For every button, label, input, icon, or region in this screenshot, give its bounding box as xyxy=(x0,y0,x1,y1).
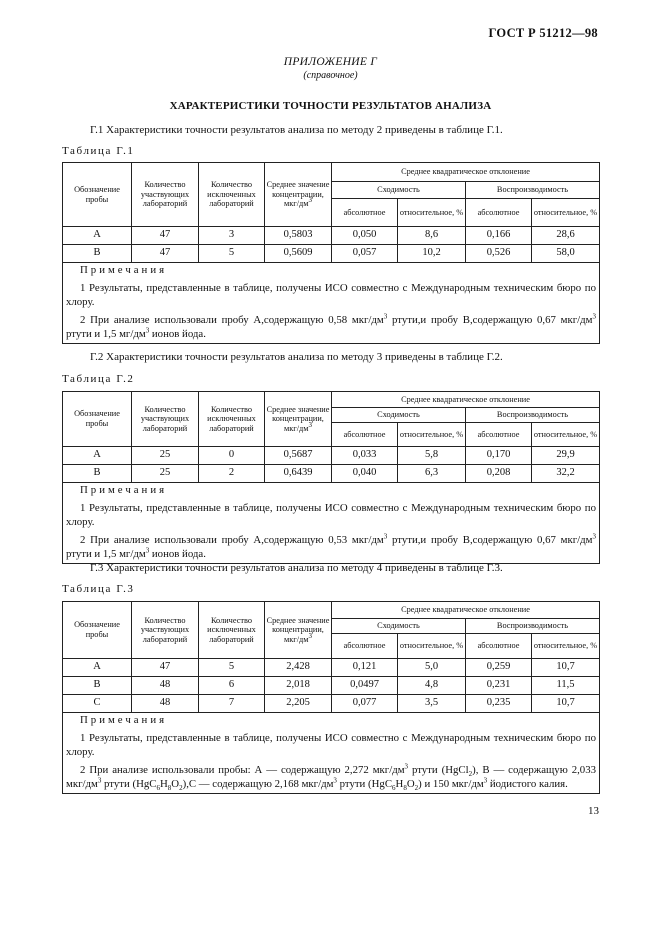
cell-repeatability-absolute: 0,040 xyxy=(332,465,398,483)
table-row xyxy=(63,695,600,713)
section-title: ХАРАКТЕРИСТИКИ ТОЧНОСТИ РЕЗУЛЬТАТОВ АНАЛИЗА xyxy=(169,100,492,112)
appendix-title: ПРИЛОЖЕНИЕ Г xyxy=(283,56,378,68)
cell-repeatability-relative: 8,6 xyxy=(398,227,466,245)
cell-mean: 0,5687 xyxy=(265,447,332,465)
col-header-reproducibility: Воспроизводимость xyxy=(466,619,600,634)
cell-labs-excluded: 2 xyxy=(199,465,265,483)
col-header-absolute: абсолютное xyxy=(466,199,532,227)
col-header-sample: Обозначение пробы xyxy=(63,392,132,447)
cell-repeatability-absolute: 0,077 xyxy=(332,695,398,713)
table-row xyxy=(63,677,600,695)
table-row xyxy=(63,227,600,245)
cell-mean: 0,6439 xyxy=(265,465,332,483)
cell-labs-participating: 47 xyxy=(132,245,199,263)
note-2: 2 При анализе использовали пробу А,содержащую 0,53 мкг/$дм^3$ ртути,и пробу В,содержащую 0,67 мкг/$дм^3$ ртути и 1,5 $мг/дм^3$ ионов йода. xyxy=(66,532,597,560)
col-header-reproducibility: Воспроизводимость xyxy=(466,182,600,199)
col-header-labs-excluded: Количество исключенных лабораторий xyxy=(199,163,265,227)
col-header-labs-participating: Количество участвующих лабораторий xyxy=(132,392,199,447)
col-header-mean-concentration: Среднее значение концентрации, мкг/$дм^3$ xyxy=(265,602,332,659)
cell-mean: 0,5803 xyxy=(265,227,332,245)
col-header-mean-concentration: Среднее значение концентрации, мкг/$дм^3$ xyxy=(265,392,332,447)
cell-reproducibility-relative: 32,2 xyxy=(532,465,600,483)
table-1-intro: Г.1 Характеристики точности результатов анализа по методу 2 приведены в таблице Г.1. xyxy=(90,124,503,136)
col-header-relative: относительное, % xyxy=(398,199,466,227)
table-2-caption: Таблица Г.2 xyxy=(62,373,135,385)
cell-reproducibility-relative: 11,5 xyxy=(532,677,600,695)
col-header-relative: относительное, % xyxy=(532,634,600,659)
cell-sample: А xyxy=(63,447,132,465)
table-2 xyxy=(62,391,600,564)
cell-labs-excluded: 5 xyxy=(199,659,265,677)
cell-reproducibility-absolute: 0,235 xyxy=(466,695,532,713)
cell-reproducibility-relative: 28,6 xyxy=(532,227,600,245)
cell-sample: С xyxy=(63,695,132,713)
note-1: 1 Результаты, представленные в таблице, получены ИСО совместно с Международным техническим бюро по хлору. xyxy=(66,502,596,528)
col-header-absolute: абсолютное xyxy=(466,423,532,447)
cell-repeatability-relative: 3,5 xyxy=(398,695,466,713)
cell-repeatability-absolute: 0,033 xyxy=(332,447,398,465)
cell-labs-participating: 25 xyxy=(132,465,199,483)
cell-repeatability-relative: 5,0 xyxy=(398,659,466,677)
col-header-absolute: абсолютное xyxy=(332,634,398,659)
table-row xyxy=(63,447,600,465)
cell-mean: 2,018 xyxy=(265,677,332,695)
table-row xyxy=(63,245,600,263)
cell-labs-excluded: 7 xyxy=(199,695,265,713)
col-header-sd: Среднее квадратическое отклонение xyxy=(332,163,600,182)
cell-sample: В xyxy=(63,245,132,263)
cell-repeatability-relative: 5,8 xyxy=(398,447,466,465)
notes-title: Примечания xyxy=(80,264,168,276)
table-row xyxy=(63,659,600,677)
col-header-absolute: абсолютное xyxy=(466,634,532,659)
cell-mean: 2,205 xyxy=(265,695,332,713)
cell-repeatability-relative: 6,3 xyxy=(398,465,466,483)
cell-reproducibility-absolute: 0,166 xyxy=(466,227,532,245)
col-header-repeatability: Сходимость xyxy=(332,619,466,634)
cell-labs-participating: 48 xyxy=(132,695,199,713)
cell-repeatability-absolute: 0,0497 xyxy=(332,677,398,695)
cell-labs-excluded: 3 xyxy=(199,227,265,245)
col-header-labs-participating: Количество участвующих лабораторий xyxy=(132,602,199,659)
cell-labs-participating: 47 xyxy=(132,227,199,245)
table-3-caption: Таблица Г.3 xyxy=(62,583,135,595)
cell-labs-excluded: 5 xyxy=(199,245,265,263)
col-header-sd: Среднее квадратическое отклонение xyxy=(332,602,600,619)
cell-repeatability-absolute: 0,057 xyxy=(332,245,398,263)
appendix-subtitle: (справочное) xyxy=(303,70,358,81)
col-header-repeatability: Сходимость xyxy=(332,408,466,423)
cell-mean: 0,5609 xyxy=(265,245,332,263)
cell-sample: А xyxy=(63,659,132,677)
cell-labs-excluded: 6 xyxy=(199,677,265,695)
col-header-labs-excluded: Количество исключенных лабораторий xyxy=(199,602,265,659)
cell-reproducibility-absolute: 0,526 xyxy=(466,245,532,263)
cell-reproducibility-absolute: 0,259 xyxy=(466,659,532,677)
table-3-notes xyxy=(63,713,600,794)
table-3-intro: Г.3 Характеристики точности результатов анализа по методу 4 приведены в таблице Г.3. xyxy=(90,562,503,574)
col-header-sample: Обозначение пробы xyxy=(63,602,132,659)
note-1: 1 Результаты, представленные в таблице, получены ИСО совместно с Международным техническим бюро по хлору. xyxy=(66,282,596,308)
document-header-standard: ГОСТ Р 51212—98 xyxy=(488,26,598,40)
notes-title: Примечания xyxy=(80,714,168,726)
cell-repeatability-absolute: 0,050 xyxy=(332,227,398,245)
cell-repeatability-absolute: 0,121 xyxy=(332,659,398,677)
page-number: 13 xyxy=(588,805,599,817)
cell-repeatability-relative: 10,2 xyxy=(398,245,466,263)
cell-sample: А xyxy=(63,227,132,245)
cell-reproducibility-absolute: 0,208 xyxy=(466,465,532,483)
col-header-reproducibility: Воспроизводимость xyxy=(466,408,600,423)
cell-sample: В xyxy=(63,465,132,483)
cell-reproducibility-relative: 10,7 xyxy=(532,659,600,677)
cell-reproducibility-relative: 10,7 xyxy=(532,695,600,713)
col-header-absolute: абсолютное xyxy=(332,423,398,447)
note-2: 2 При анализе использовали пробу А,содержащую 0,58 мкг/$дм^3$ ртути,и пробу В,содержащую 0,67 мкг/$дм^3$ ртути и 1,5 $мг/дм^3$ ионов йода. xyxy=(66,312,597,340)
table-3 xyxy=(62,601,600,794)
cell-labs-participating: 48 xyxy=(132,677,199,695)
cell-reproducibility-absolute: 0,170 xyxy=(466,447,532,465)
cell-labs-participating: 47 xyxy=(132,659,199,677)
col-header-mean-concentration: Среднее значение концентрации, мкг/$дм^3$ xyxy=(265,163,332,227)
table-1 xyxy=(62,162,600,344)
note-2: 2 При анализе использовали пробы: А — содержащую 2,272 мкг/$дм^3$ ртути (HgCl$_2$), В — содержащую 2,033 мкг/$дм^3$ ртути $(HgC_6H_8O_2),С$ — содержащую 2,168 мкг/$дм^3$ ртути $(HgC_6H_8O_2)$ и 150 мкг/$дм^3$ йодистого калия. xyxy=(66,762,596,793)
note-1: 1 Результаты, представленные в таблице, получены ИСО совместно с Международным техническим бюро по хлору. xyxy=(66,732,596,758)
col-header-relative: относительное, % xyxy=(532,423,600,447)
cell-reproducibility-relative: 29,9 xyxy=(532,447,600,465)
col-header-labs-excluded: Количество исключенных лабораторий xyxy=(199,392,265,447)
col-header-labs-participating: Количество участвующих лабораторий xyxy=(132,163,199,227)
cell-sample: В xyxy=(63,677,132,695)
table-1-notes xyxy=(63,263,600,344)
col-header-sd: Среднее квадратическое отклонение xyxy=(332,392,600,408)
notes-title: Примечания xyxy=(80,484,168,496)
cell-labs-participating: 25 xyxy=(132,447,199,465)
table-1-caption: Таблица Г.1 xyxy=(62,145,135,157)
cell-reproducibility-absolute: 0,231 xyxy=(466,677,532,695)
table-2-notes xyxy=(63,483,600,564)
cell-reproducibility-relative: 58,0 xyxy=(532,245,600,263)
col-header-relative: относительное, % xyxy=(398,423,466,447)
col-header-absolute: абсолютное xyxy=(332,199,398,227)
cell-mean: 2,428 xyxy=(265,659,332,677)
col-header-relative: относительное, % xyxy=(398,634,466,659)
col-header-relative: относительное, % xyxy=(532,199,600,227)
cell-labs-excluded: 0 xyxy=(199,447,265,465)
table-row xyxy=(63,465,600,483)
table-2-intro: Г.2 Характеристики точности результатов анализа по методу 3 приведены в таблице Г.2. xyxy=(90,351,503,363)
col-header-repeatability: Сходимость xyxy=(332,182,466,199)
cell-repeatability-relative: 4,8 xyxy=(398,677,466,695)
col-header-sample: Обозначение пробы xyxy=(63,163,132,227)
